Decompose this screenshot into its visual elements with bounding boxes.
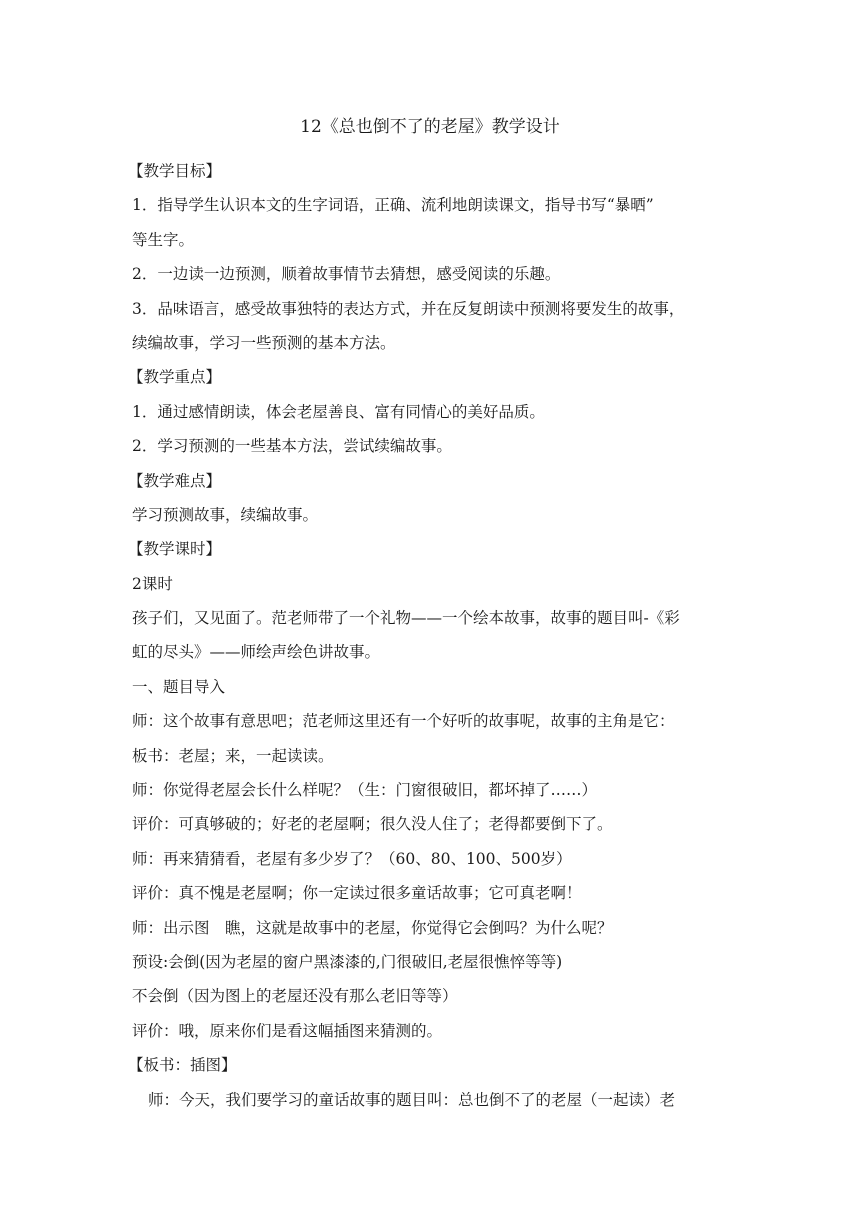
body-line: 不会倒（因为图上的老屋还没有那么老旧等等）: [132, 987, 458, 1006]
body-line: 师：出示图 瞧，这就是故事中的老屋，你觉得它会倒吗？为什么呢？: [132, 918, 613, 937]
body-line: 师：今天，我们要学习的童话故事的题目叫：总也倒不了的老屋（一起读）老: [148, 1090, 676, 1109]
body-line: 孩子们，又见面了。范老师带了一个礼物——一个绘本故事，故事的题目叫-《彩: [132, 609, 680, 628]
body-line: 预设:会倒(因为老屋的窗户黑漆漆的,门很破旧,老屋很憔悴等等): [132, 952, 563, 971]
body-line: 师：你觉得老屋会长什么样呢？（生：门窗很破旧，都坏掉了……）: [132, 781, 598, 800]
body-line: 2课时: [132, 574, 173, 593]
body-line: 师：再来猜猜看，老屋有多少岁了？（60、80、100、500岁）: [132, 849, 572, 868]
document-title: 12《总也倒不了的老屋》教学设计: [300, 117, 560, 137]
body-line: 学习预测故事，续编故事。: [132, 505, 319, 524]
body-line: 1．通过感情朗读，体会老屋善良、富有同情心的美好品质。: [132, 402, 545, 421]
body-line: 1．指导学生认识本文的生字词语，正确、流利地朗读课文，指导书写“暴晒”: [132, 196, 654, 215]
body-line: 3．品味语言，感受故事独特的表达方式，并在反复朗读中预测将要发生的故事，: [132, 299, 685, 318]
body-line: 师：这个故事有意思吧；范老师这里还有一个好听的故事呢，故事的主角是它：: [132, 712, 675, 731]
body-line: 2．学习预测的一些基本方法，尝试续编故事。: [132, 437, 452, 456]
section-heading: 【教学难点】: [128, 471, 222, 490]
section-heading: 【教学目标】: [128, 162, 222, 180]
body-line: 虹的尽头》——师绘声绘色讲故事。: [132, 643, 381, 662]
body-line: 2．一边读一边预测，顺着故事情节去猜想，感受阅读的乐趣。: [132, 265, 561, 284]
body-line: 评价：哦，原来你们是看这幅插图来猜测的。: [132, 1021, 443, 1040]
body-line: 板书：老屋；来，一起读读。: [132, 746, 334, 765]
body-line: 等生字。: [132, 230, 195, 249]
body-line: 评价：真不愧是老屋啊；你一定读过很多童话故事；它可真老啊！: [132, 884, 582, 903]
body-line: 续编故事，学习一些预测的基本方法。: [132, 333, 396, 352]
section-heading: 【板书：插图】: [128, 1056, 237, 1075]
section-heading: 【教学重点】: [128, 368, 222, 387]
section-heading: 【教学课时】: [128, 540, 222, 559]
body-line: 评价：可真够破的；好老的老屋啊；很久没人住了；老得都要倒下了。: [132, 815, 613, 834]
document-body: [128, 154, 732, 1117]
body-line: 一、题目导入: [132, 677, 226, 696]
